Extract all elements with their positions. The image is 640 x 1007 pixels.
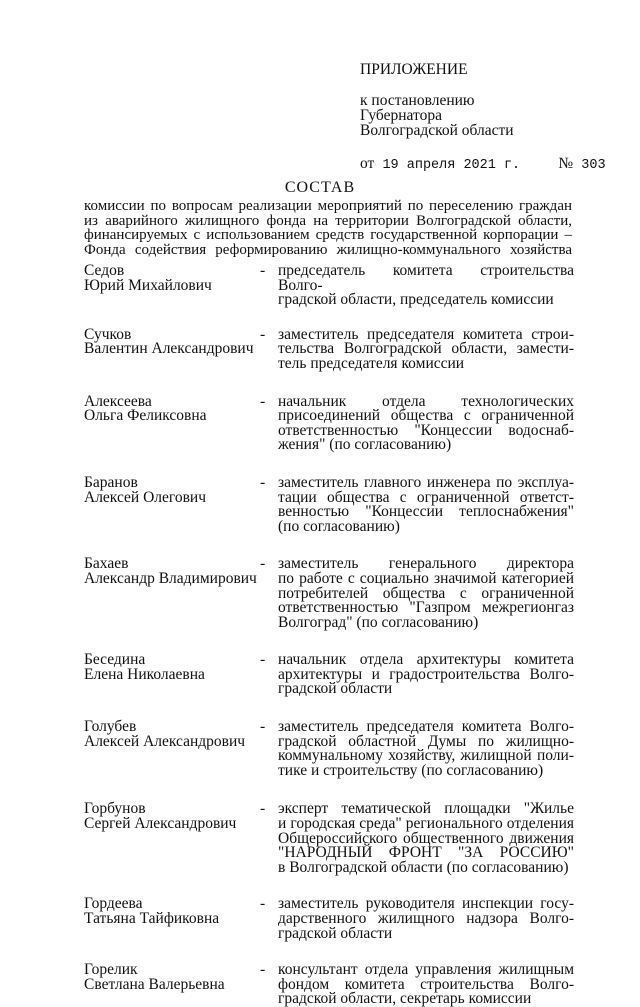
decree-number-label: №	[558, 155, 574, 172]
subtitle-line: финансируемых с использованием средств государственной корпорации –	[84, 227, 572, 243]
member-role-line: градской области	[278, 680, 393, 698]
member-role-line: консультант отдела управления жилищным	[278, 961, 574, 979]
member-role-line: заместитель руководителя инспекции госу-	[278, 895, 574, 913]
member-role-line: дарственного жилищного надзора Волго-	[278, 910, 574, 927]
member-surname: Сучков	[84, 325, 132, 343]
member-role-line: тельства Волгоградской области, замести-	[278, 340, 574, 358]
member-name	[84, 473, 260, 534]
member-role-line: венностью "Концессии теплоснабжения"	[278, 503, 574, 521]
document-subtitle	[84, 199, 572, 257]
member-role-line: тике и строительству (по согласованию)	[278, 761, 544, 779]
decree-date-number	[360, 155, 606, 173]
member-surname: Алексеева	[84, 392, 152, 410]
member-role-line: потребителей общества с ограниченной	[278, 584, 574, 602]
member-role-line: присоединений общества с ограниченной	[278, 407, 574, 425]
member-role-line: председатель комитета строительства Волго-	[278, 262, 574, 294]
member-dash: -	[260, 392, 266, 410]
decree-date-label: от	[360, 155, 375, 172]
member-dash: -	[260, 262, 266, 279]
member-row	[84, 963, 574, 1007]
member-role-line: ответственностью "Концессии водоснаб-	[278, 421, 574, 439]
member-role-line: начальник отдела архитектуры комитета	[278, 651, 574, 669]
member-role	[278, 473, 574, 535]
member-role-line: начальник отдела технологических	[278, 392, 574, 410]
member-name	[84, 897, 260, 941]
appendix-line: Волгоградской области	[360, 122, 514, 139]
appendix-line: Губернатора	[360, 107, 442, 124]
member-role-line: заместитель генерального директора	[278, 555, 574, 573]
member-given-names: Ольга Феликсовна	[84, 407, 207, 425]
member-row	[84, 473, 574, 535]
member-row	[84, 325, 574, 372]
member-role-line: градской области, секретарь комиссии	[278, 990, 532, 1007]
member-name	[84, 963, 260, 1007]
member-role	[278, 392, 574, 454]
member-name	[84, 325, 260, 372]
members-list	[84, 264, 574, 1007]
member-surname: Горбунов	[84, 800, 146, 818]
member-role-line: "НАРОДНЫЙ ФРОНТ "ЗА РОССИЮ"	[278, 844, 574, 862]
member-dash: -	[260, 651, 266, 669]
member-role	[278, 557, 574, 630]
subtitle-line: комиссии по вопросам реализации мероприятий по переселению граждан	[84, 198, 572, 214]
appendix-block	[360, 61, 606, 173]
member-given-names: Алексей Александрович	[84, 732, 246, 750]
member-given-names: Светлана Валерьевна	[84, 975, 225, 993]
member-surname: Гордеева	[84, 895, 143, 913]
member-role	[278, 720, 574, 778]
member-role	[278, 802, 574, 875]
member-role	[278, 653, 574, 697]
appendix-title: ПРИЛОЖЕНИЕ	[360, 61, 468, 78]
member-name	[84, 720, 260, 778]
member-role	[278, 963, 574, 1007]
member-role-line: градской областной Думы по жилищно-	[278, 732, 574, 750]
member-role-line: тель председателя комиссии	[278, 354, 465, 372]
member-given-names: Татьяна Тайфиковна	[84, 910, 220, 927]
member-row	[84, 802, 574, 875]
member-dash: -	[260, 895, 266, 913]
subtitle-line: Фонда содействия реформированию жилищно-коммунального хозяйства	[84, 241, 572, 258]
member-role-line: градской области, председатель комиссии	[278, 291, 554, 309]
decree-number: 303	[581, 158, 606, 173]
member-role	[278, 325, 574, 372]
member-given-names: Сергей Александрович	[84, 815, 237, 833]
member-role-line: (по согласованию)	[278, 517, 400, 535]
member-role-line: жения" (по согласованию)	[278, 436, 452, 454]
member-dash: -	[260, 555, 266, 573]
member-row	[84, 557, 574, 630]
member-row	[84, 897, 574, 941]
member-role	[278, 264, 574, 308]
member-name	[84, 557, 260, 630]
member-surname: Бахаев	[84, 555, 129, 573]
member-surname: Горелик	[84, 961, 138, 979]
member-surname: Баранов	[84, 473, 138, 491]
member-surname: Голубев	[84, 718, 137, 736]
member-name	[84, 264, 260, 308]
member-role-line: заместитель председателя комитета строи-	[278, 325, 574, 343]
member-role-line: заместитель главного инженера по эксплуа-	[278, 473, 574, 491]
member-given-names: Юрий Михайлович	[84, 276, 212, 294]
member-role-line: Волгоград" (по согласованию)	[278, 613, 479, 631]
member-role-line: и городская среда" регионального отделения	[278, 815, 574, 833]
member-row	[84, 392, 574, 454]
member-row	[84, 720, 574, 778]
member-role-line: эксперт тематической площадки "Жилье	[278, 800, 574, 818]
member-role-line: заместитель председателя комитета Волго-	[278, 718, 574, 736]
document-heading: СОСТАВ	[284, 179, 356, 196]
member-role-line: архитектуры и градостроительства Волго-	[278, 665, 574, 683]
member-given-names: Александр Владимирович	[84, 569, 257, 587]
member-role-line: по работе с социально значимой категорией	[278, 569, 574, 587]
member-role-line: градской области	[278, 924, 393, 942]
appendix-line: к постановлению	[360, 92, 475, 109]
member-dash: -	[260, 800, 266, 818]
member-dash: -	[260, 325, 266, 343]
decree-date: 19 апреля 2021 г.	[382, 158, 521, 173]
member-role-line: ответственностью "Газпром межрегионгаз	[278, 599, 574, 617]
member-dash: -	[260, 473, 266, 491]
member-surname: Беседина	[84, 651, 146, 669]
member-role-line: Общероссийского общественного движения	[278, 829, 574, 847]
member-role-line: коммунальному хозяйству, жилищной поли-	[278, 747, 574, 765]
member-name	[84, 653, 260, 697]
member-name	[84, 392, 260, 453]
member-role-line: в Волгоградской области (по согласованию)	[278, 858, 569, 876]
member-role-line: фондом комитета строительства Волго-	[278, 975, 574, 993]
member-dash: -	[260, 961, 266, 979]
member-given-names: Алексей Олегович	[84, 488, 207, 506]
member-given-names: Елена Николаевна	[84, 665, 205, 683]
member-given-names: Валентин Александрович	[84, 340, 254, 358]
subtitle-line: из аварийного жилищного фонда на территории Волгоградской области,	[84, 212, 572, 229]
member-role	[278, 897, 574, 941]
member-surname: Седов	[84, 262, 125, 279]
member-role-line: тации общества с ограниченной ответст-	[278, 488, 574, 506]
member-name	[84, 802, 260, 875]
member-dash: -	[260, 718, 266, 736]
member-row	[84, 653, 574, 697]
member-row	[84, 264, 574, 308]
